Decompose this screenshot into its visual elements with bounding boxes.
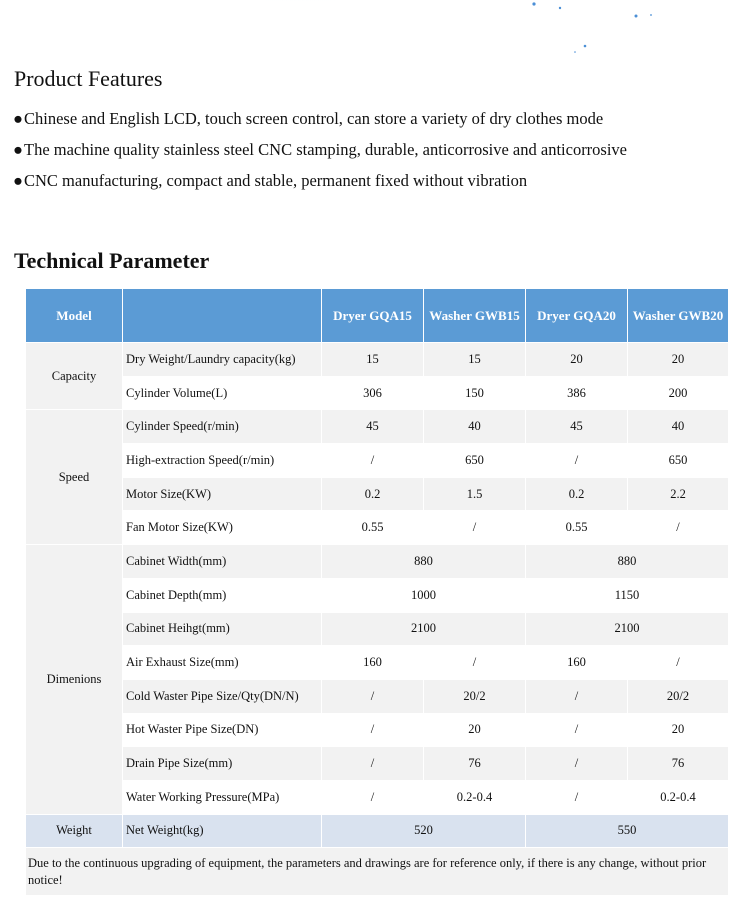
value-cell: 15 bbox=[322, 343, 424, 377]
value-cell: / bbox=[424, 511, 526, 545]
category-cell: Weight bbox=[26, 814, 123, 848]
table-row bbox=[26, 410, 729, 444]
value-cell: / bbox=[526, 713, 628, 747]
merged-value-cell: 1150 bbox=[526, 578, 729, 612]
category-cell: Dimenions bbox=[26, 545, 123, 815]
value-cell: 150 bbox=[424, 376, 526, 410]
param-cell: Fan Motor Size(KW) bbox=[123, 511, 322, 545]
value-cell: / bbox=[526, 780, 628, 814]
param-cell: Drain Pipe Size(mm) bbox=[123, 747, 322, 781]
feature-list bbox=[13, 108, 627, 201]
value-cell: 160 bbox=[526, 646, 628, 680]
value-cell: 200 bbox=[628, 376, 729, 410]
param-cell: Cabinet Heihgt(mm) bbox=[123, 612, 322, 646]
table-row bbox=[26, 612, 729, 646]
value-cell: 20/2 bbox=[424, 679, 526, 713]
value-cell: 15 bbox=[424, 343, 526, 377]
value-cell: 650 bbox=[424, 444, 526, 478]
header-dryer-gqa20: Dryer GQA20 bbox=[526, 289, 628, 343]
merged-value-cell: 2100 bbox=[322, 612, 526, 646]
value-cell: 650 bbox=[628, 444, 729, 478]
value-cell: 20 bbox=[628, 713, 729, 747]
table-row bbox=[26, 578, 729, 612]
value-cell: / bbox=[526, 444, 628, 478]
value-cell: 306 bbox=[322, 376, 424, 410]
weight-row bbox=[26, 814, 729, 848]
table-row bbox=[26, 780, 729, 814]
value-cell: 0.2-0.4 bbox=[424, 780, 526, 814]
param-cell: Motor Size(KW) bbox=[123, 477, 322, 511]
value-cell: / bbox=[628, 511, 729, 545]
merged-value-cell: 2100 bbox=[526, 612, 729, 646]
category-cell: Capacity bbox=[26, 343, 123, 410]
header-dryer-gqa15: Dryer GQA15 bbox=[322, 289, 424, 343]
value-cell: 45 bbox=[526, 410, 628, 444]
table-row bbox=[26, 713, 729, 747]
table-row bbox=[26, 343, 729, 377]
value-cell: / bbox=[322, 713, 424, 747]
product-features-title: Product Features bbox=[14, 66, 163, 91]
param-cell: Cold Waster Pipe Size/Qty(DN/N) bbox=[123, 679, 322, 713]
param-cell: Cylinder Volume(L) bbox=[123, 376, 322, 410]
table-row bbox=[26, 376, 729, 410]
value-cell: / bbox=[322, 679, 424, 713]
value-cell: 20 bbox=[526, 343, 628, 377]
merged-value-cell: 520 bbox=[322, 814, 526, 848]
header-model: Model bbox=[26, 289, 123, 343]
header-washer-gwb20: Washer GWB20 bbox=[628, 289, 729, 343]
param-cell: Dry Weight/Laundry capacity(kg) bbox=[123, 343, 322, 377]
technical-parameter-title: Technical Parameter bbox=[14, 248, 210, 273]
feature-item: ●The machine quality stainless steel CNC stamping, durable, anticorrosive and anticorrosive bbox=[13, 140, 628, 159]
table-body bbox=[26, 343, 729, 896]
param-cell: Hot Waster Pipe Size(DN) bbox=[123, 713, 322, 747]
value-cell: / bbox=[526, 679, 628, 713]
param-cell: Water Working Pressure(MPa) bbox=[123, 780, 322, 814]
param-cell: Net Weight(kg) bbox=[123, 814, 322, 848]
table-row bbox=[26, 511, 729, 545]
value-cell: 76 bbox=[628, 747, 729, 781]
value-cell: 20/2 bbox=[628, 679, 729, 713]
param-cell: Cabinet Width(mm) bbox=[123, 545, 322, 579]
value-cell: 0.55 bbox=[526, 511, 628, 545]
param-cell: High-extraction Speed(r/min) bbox=[123, 444, 322, 478]
merged-value-cell: 550 bbox=[526, 814, 729, 848]
value-cell: / bbox=[628, 646, 729, 680]
value-cell: / bbox=[526, 747, 628, 781]
value-cell: 0.2-0.4 bbox=[628, 780, 729, 814]
bullet-icon: ● bbox=[13, 109, 23, 128]
feature-item: ●CNC manufacturing, compact and stable, permanent fixed without vibration bbox=[13, 171, 528, 190]
value-cell: / bbox=[322, 747, 424, 781]
top-decoration bbox=[0, 0, 750, 60]
disclaimer-note: Due to the continuous upgrading of equipment, the parameters and drawings are for reference only, if there is any change, without prior notice! bbox=[26, 848, 729, 896]
value-cell: 2.2 bbox=[628, 477, 729, 511]
value-cell: 0.55 bbox=[322, 511, 424, 545]
bullet-icon: ● bbox=[13, 171, 23, 190]
parameter-table bbox=[25, 288, 729, 896]
value-cell: 386 bbox=[526, 376, 628, 410]
value-cell: 0.2 bbox=[526, 477, 628, 511]
table-row bbox=[26, 444, 729, 478]
value-cell: 20 bbox=[424, 713, 526, 747]
table-header-row bbox=[26, 289, 729, 343]
param-cell: Cylinder Speed(r/min) bbox=[123, 410, 322, 444]
header-washer-gwb15: Washer GWB15 bbox=[424, 289, 526, 343]
table-row bbox=[26, 477, 729, 511]
value-cell: 0.2 bbox=[322, 477, 424, 511]
table-row bbox=[26, 646, 729, 680]
value-cell: 1.5 bbox=[424, 477, 526, 511]
value-cell: / bbox=[424, 646, 526, 680]
merged-value-cell: 1000 bbox=[322, 578, 526, 612]
value-cell: / bbox=[322, 444, 424, 478]
bullet-icon: ● bbox=[13, 140, 23, 159]
merged-value-cell: 880 bbox=[322, 545, 526, 579]
header-param bbox=[123, 289, 322, 343]
value-cell: 45 bbox=[322, 410, 424, 444]
value-cell: 20 bbox=[628, 343, 729, 377]
value-cell: 40 bbox=[628, 410, 729, 444]
category-cell: Speed bbox=[26, 410, 123, 545]
value-cell: 76 bbox=[424, 747, 526, 781]
value-cell: 40 bbox=[424, 410, 526, 444]
param-cell: Cabinet Depth(mm) bbox=[123, 578, 322, 612]
table-row bbox=[26, 679, 729, 713]
value-cell: 160 bbox=[322, 646, 424, 680]
table-row bbox=[26, 747, 729, 781]
merged-value-cell: 880 bbox=[526, 545, 729, 579]
param-cell: Air Exhaust Size(mm) bbox=[123, 646, 322, 680]
value-cell: / bbox=[322, 780, 424, 814]
note-row bbox=[26, 848, 729, 896]
feature-item: ●Chinese and English LCD, touch screen control, can store a variety of dry clothes mode bbox=[13, 109, 604, 128]
table-row bbox=[26, 545, 729, 579]
